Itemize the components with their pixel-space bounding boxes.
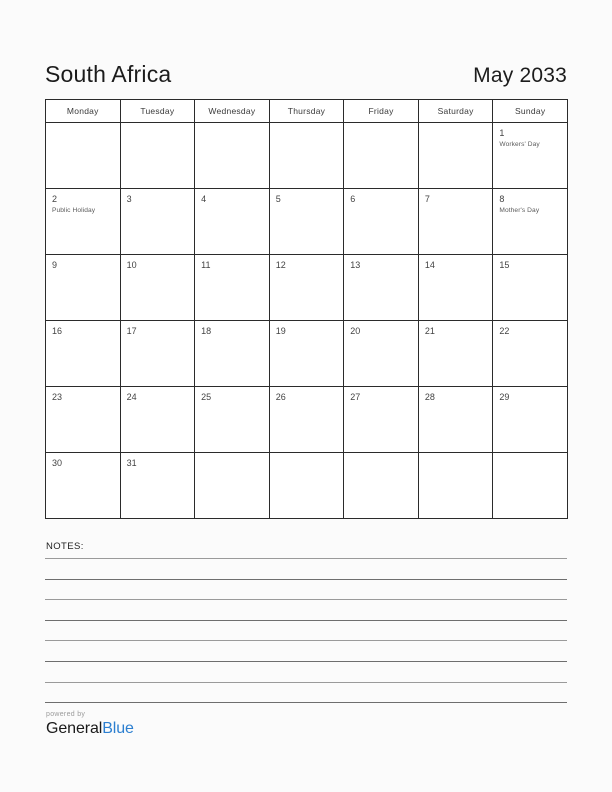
calendar-cell-content — [270, 453, 344, 468]
calendar-cell-content — [493, 123, 567, 149]
calendar-cell-content — [195, 255, 269, 270]
calendar-empty-cell — [493, 453, 568, 519]
calendar-day-number: 6 — [350, 194, 356, 204]
calendar-day-cell[interactable] — [493, 123, 568, 189]
calendar-day-cell[interactable] — [195, 387, 270, 453]
weekday-header-saturday: Saturday — [418, 100, 493, 123]
calendar-cell-content — [195, 321, 269, 336]
calendar-cell-content — [419, 189, 493, 204]
brand-name-blue: Blue — [102, 720, 134, 737]
calendar-day-cell[interactable] — [46, 387, 121, 453]
calendar-day-cell[interactable] — [120, 321, 195, 387]
calendar-day-number: 27 — [350, 392, 361, 402]
notes-rule[interactable] — [45, 702, 567, 703]
calendar-day-number: 15 — [499, 260, 510, 270]
calendar-week-row — [46, 387, 568, 453]
calendar-day-number: 31 — [126, 458, 137, 468]
calendar-day-cell[interactable] — [418, 387, 493, 453]
calendar-day-cell[interactable] — [344, 189, 419, 255]
calendar-week-row — [46, 255, 568, 321]
notes-rule[interactable] — [45, 620, 567, 621]
calendar-day-cell[interactable] — [120, 255, 195, 321]
calendar-day-cell[interactable] — [195, 321, 270, 387]
calendar-day-number: 10 — [126, 260, 137, 270]
notes-lines[interactable] — [45, 558, 567, 723]
calendar-holiday-label: Mother's Day — [499, 206, 540, 214]
calendar-day-cell[interactable] — [120, 189, 195, 255]
calendar-day-number: 11 — [201, 260, 211, 270]
brand-name-general: General — [46, 720, 103, 737]
calendar-empty-cell — [269, 123, 344, 189]
calendar-week-row — [46, 123, 568, 189]
calendar-holiday-label: Public Holiday — [52, 206, 96, 214]
calendar-cell-content — [493, 189, 567, 215]
calendar-cell-content — [270, 123, 344, 138]
calendar-day-number: 25 — [201, 392, 212, 402]
calendar-day-number: 9 — [52, 260, 58, 270]
calendar-week-row — [46, 189, 568, 255]
calendar-day-cell[interactable] — [269, 255, 344, 321]
calendar-day-cell[interactable] — [344, 321, 419, 387]
notes-rule[interactable] — [45, 579, 567, 580]
calendar-day-number: 21 — [424, 326, 435, 336]
calendar-day-cell[interactable] — [120, 453, 195, 519]
calendar-cell-content — [344, 123, 418, 138]
calendar-day-cell[interactable] — [46, 189, 121, 255]
calendar-cell-content — [344, 255, 418, 270]
calendar-day-number: 20 — [350, 326, 361, 336]
calendar-day-cell[interactable] — [46, 453, 121, 519]
calendar-cell-content — [344, 453, 418, 468]
calendar-day-cell[interactable] — [195, 189, 270, 255]
brand-logo — [46, 721, 134, 737]
calendar-empty-cell — [195, 123, 270, 189]
calendar-day-number: 12 — [275, 260, 286, 270]
calendar-day-cell[interactable] — [195, 255, 270, 321]
calendar-day-cell[interactable] — [493, 387, 568, 453]
calendar-cell-content — [344, 189, 418, 204]
calendar-empty-cell — [344, 123, 419, 189]
calendar-cell-content — [419, 453, 493, 468]
calendar-day-cell[interactable] — [418, 321, 493, 387]
notes-rule[interactable] — [45, 558, 567, 559]
calendar-day-cell[interactable] — [269, 387, 344, 453]
calendar-empty-cell — [418, 123, 493, 189]
page-title: South Africa — [45, 61, 172, 87]
calendar-cell-content — [121, 321, 195, 336]
calendar-cell-content — [419, 321, 493, 336]
calendar-cell-content — [195, 123, 269, 138]
calendar-day-number: 5 — [275, 194, 281, 204]
calendar-cell-content — [46, 123, 120, 138]
calendar-day-cell[interactable] — [120, 387, 195, 453]
calendar-week-row — [46, 453, 568, 519]
calendar-cell-content — [493, 453, 567, 468]
calendar-day-number: 28 — [424, 392, 435, 402]
month-year-label: May 2033 — [473, 64, 567, 87]
calendar-cell-content — [121, 387, 195, 402]
calendar-cell-content — [419, 387, 493, 402]
calendar-day-cell[interactable] — [269, 321, 344, 387]
calendar-day-number: 22 — [499, 326, 510, 336]
weekday-header-row — [46, 100, 568, 123]
calendar-holiday-label: Workers' Day — [499, 140, 540, 148]
calendar-body — [46, 123, 568, 519]
weekday-header-wednesday: Wednesday — [195, 100, 270, 123]
calendar-cell-content — [270, 387, 344, 402]
calendar-day-cell[interactable] — [418, 255, 493, 321]
calendar-cell-content — [195, 387, 269, 402]
notes-rule[interactable] — [45, 640, 567, 641]
calendar-empty-cell — [344, 453, 419, 519]
weekday-header-tuesday: Tuesday — [120, 100, 195, 123]
calendar-empty-cell — [195, 453, 270, 519]
calendar-cell-content — [46, 255, 120, 270]
calendar-day-number: 13 — [350, 260, 361, 270]
weekday-header-friday: Friday — [344, 100, 419, 123]
calendar-cell-content — [419, 123, 493, 138]
calendar-cell-content — [46, 453, 120, 468]
calendar-cell-content — [493, 387, 567, 402]
calendar-day-number: 4 — [201, 194, 207, 204]
calendar-day-cell[interactable] — [269, 189, 344, 255]
calendar-day-number: 16 — [52, 326, 63, 336]
calendar-cell-content — [195, 189, 269, 204]
notes-rule[interactable] — [45, 682, 567, 683]
calendar-day-cell[interactable] — [493, 189, 568, 255]
calendar-day-cell[interactable] — [344, 387, 419, 453]
calendar-day-number: 14 — [424, 260, 435, 270]
calendar-day-number: 24 — [126, 392, 137, 402]
calendar-day-number: 1 — [499, 128, 505, 138]
calendar-day-cell[interactable] — [418, 189, 493, 255]
powered-by-label: powered by — [46, 711, 86, 718]
calendar-day-number: 17 — [126, 326, 137, 336]
notes-rule[interactable] — [45, 661, 567, 662]
calendar-cell-content — [344, 387, 418, 402]
calendar-day-number: 26 — [275, 392, 286, 402]
brand-footer — [46, 711, 134, 737]
calendar-cell-content — [195, 453, 269, 468]
calendar-day-number: 19 — [275, 326, 286, 336]
calendar-day-cell[interactable] — [46, 321, 121, 387]
calendar-cell-content — [270, 255, 344, 270]
calendar-day-number: 7 — [424, 194, 430, 204]
calendar-week-row — [46, 321, 568, 387]
calendar-cell-content — [493, 255, 567, 270]
weekday-header-thursday: Thursday — [269, 100, 344, 123]
calendar-day-number: 23 — [52, 392, 63, 402]
weekday-header-monday: Monday — [46, 100, 121, 123]
calendar-cell-content — [121, 123, 195, 138]
notes-rule[interactable] — [45, 599, 567, 600]
calendar-day-cell[interactable] — [493, 321, 568, 387]
calendar-cell-content — [270, 321, 344, 336]
calendar-cell-content — [270, 189, 344, 204]
notes-label: NOTES: — [46, 541, 84, 552]
calendar-empty-cell — [269, 453, 344, 519]
page-header — [45, 48, 567, 86]
calendar-empty-cell — [46, 123, 121, 189]
calendar-cell-content — [121, 189, 195, 204]
calendar-empty-cell — [418, 453, 493, 519]
calendar-cell-content — [344, 321, 418, 336]
calendar-cell-content — [121, 453, 195, 468]
calendar-day-cell[interactable] — [344, 255, 419, 321]
calendar-cell-content — [46, 189, 120, 215]
calendar-grid — [45, 99, 568, 519]
calendar-day-number: 18 — [201, 326, 212, 336]
calendar-day-cell[interactable] — [46, 255, 121, 321]
calendar-day-number: 30 — [52, 458, 63, 468]
weekday-header-sunday: Sunday — [493, 100, 568, 123]
calendar-day-number: 3 — [126, 194, 132, 204]
calendar-cell-content — [46, 387, 120, 402]
calendar-cell-content — [493, 321, 567, 336]
calendar-day-number: 2 — [52, 194, 58, 204]
calendar-cell-content — [46, 321, 120, 336]
calendar-cell-content — [121, 255, 195, 270]
calendar-cell-content — [419, 255, 493, 270]
calendar-day-cell[interactable] — [493, 255, 568, 321]
calendar-day-number: 29 — [499, 392, 510, 402]
calendar-empty-cell — [120, 123, 195, 189]
calendar-day-number: 8 — [499, 194, 505, 204]
